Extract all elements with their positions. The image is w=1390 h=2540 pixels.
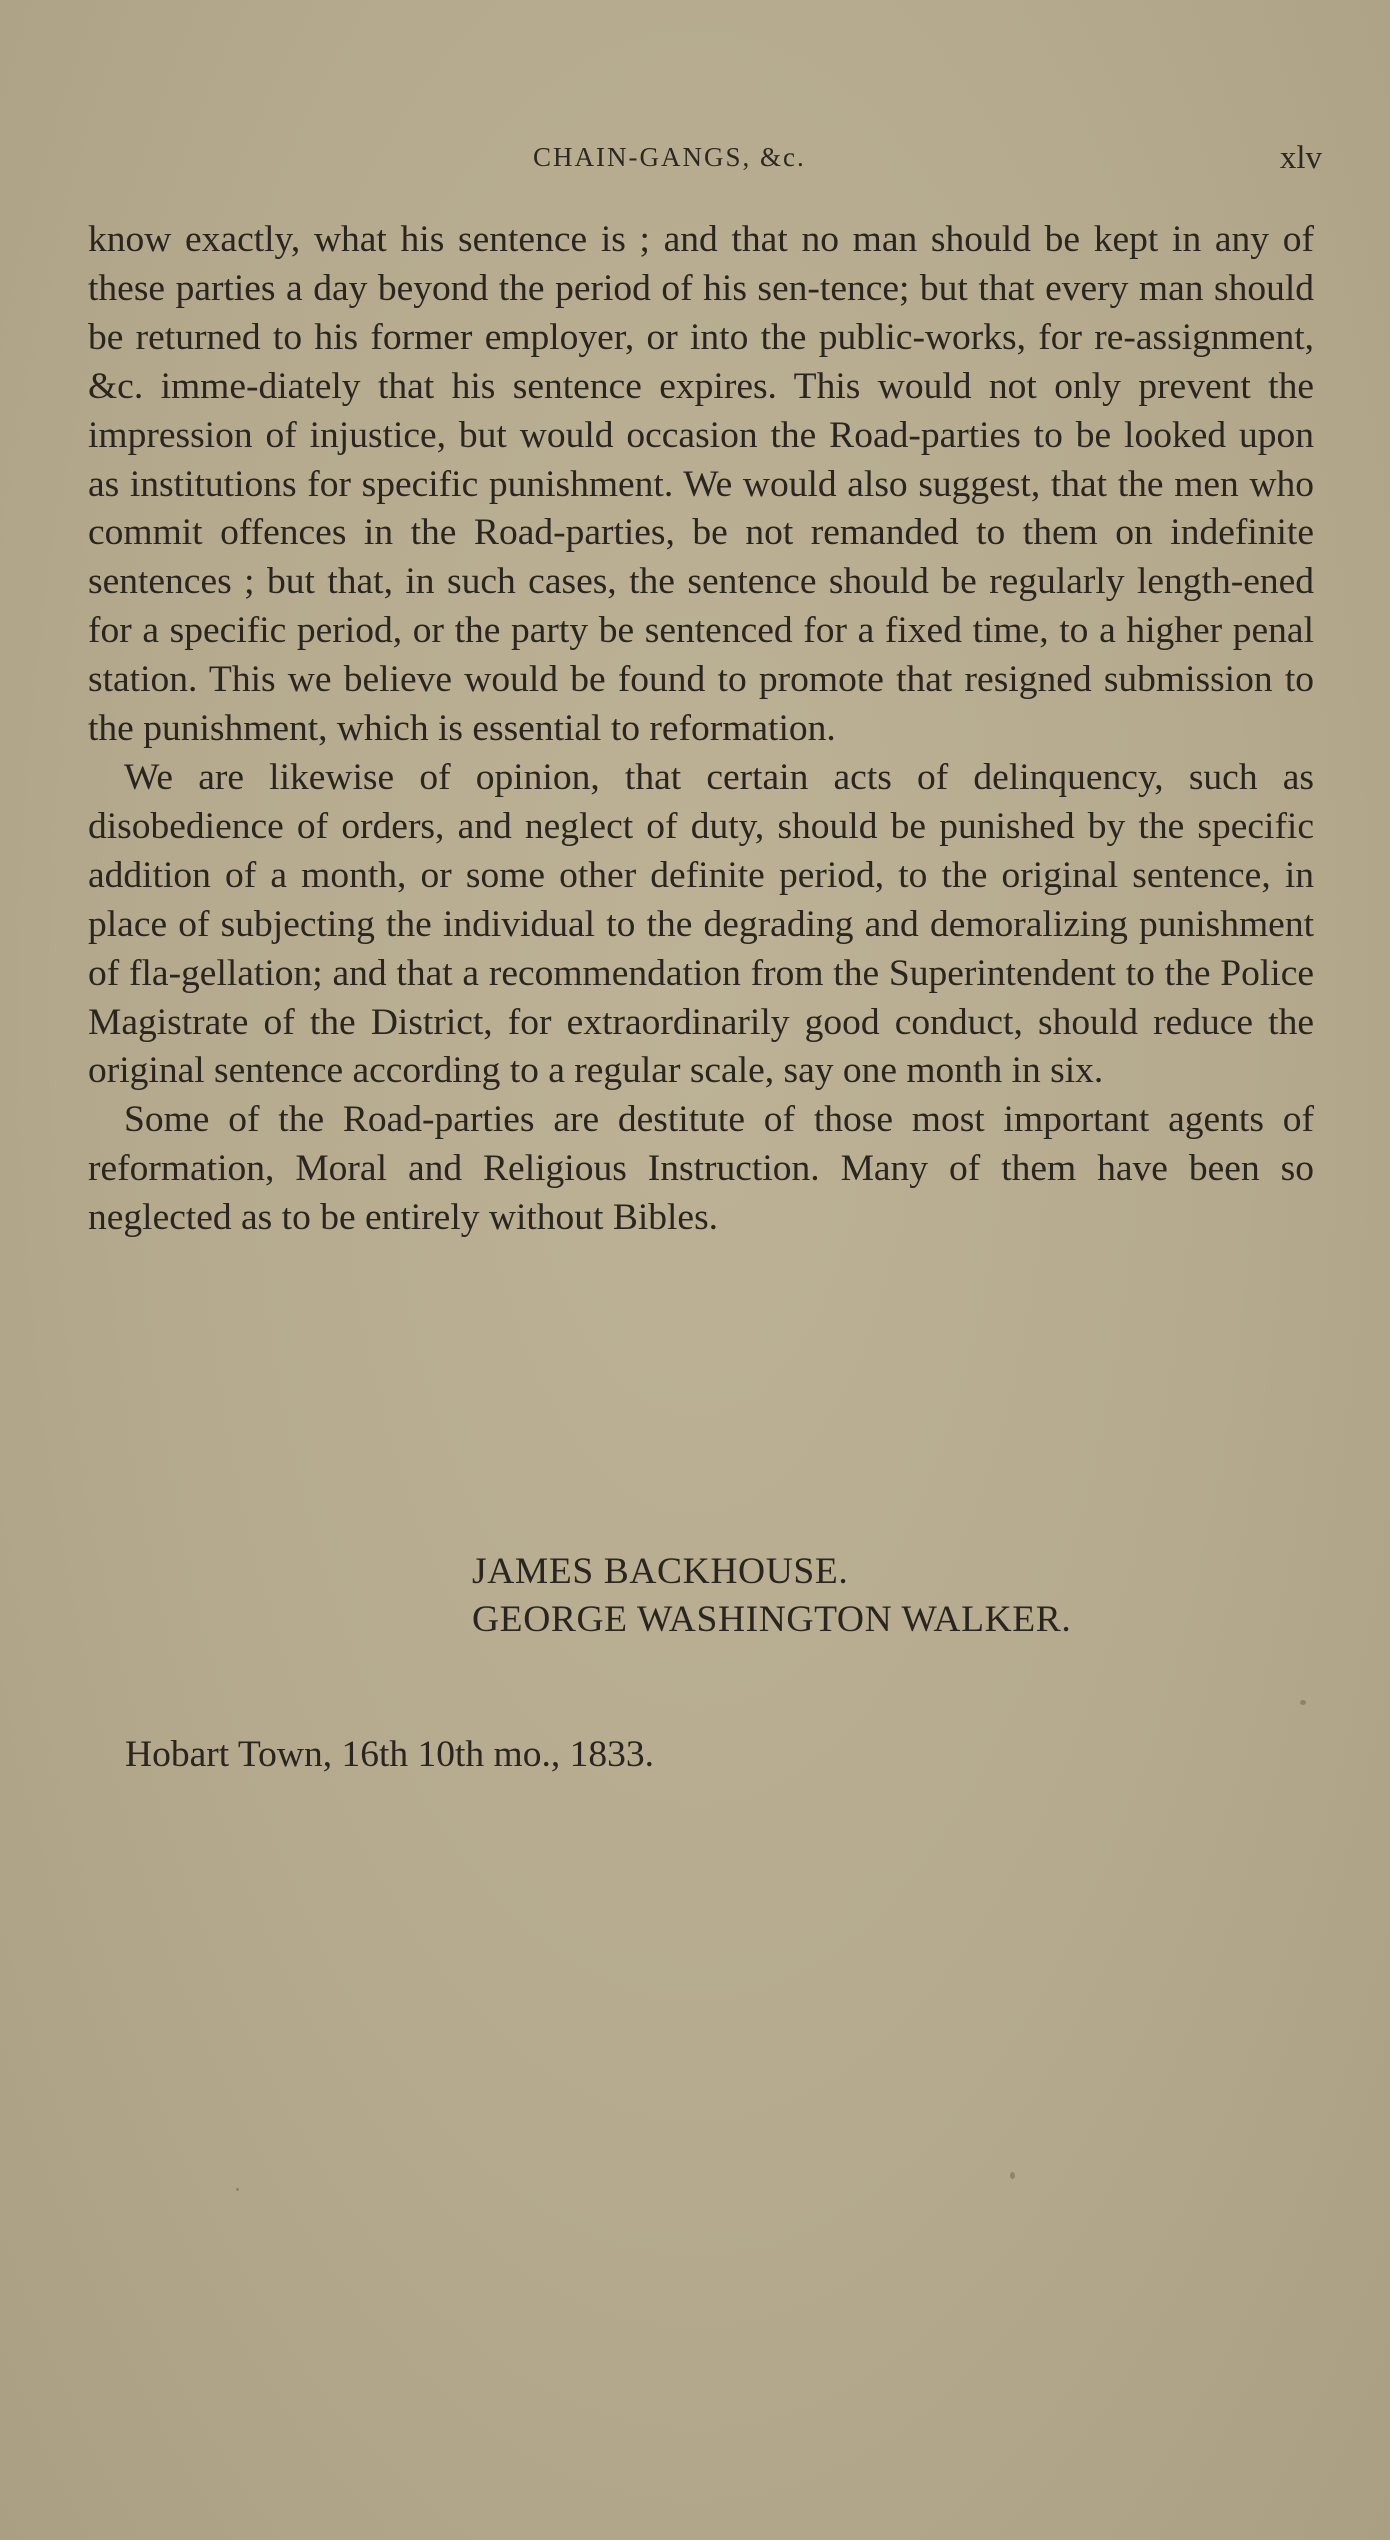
paper-speck — [236, 2188, 239, 2191]
paragraph-1: know exactly, what his sentence is ; and that no man should be kept in any of these parties a day beyond the period of his sen-tence; but that every man should be returned to his former employer, or into the public-works, for re-assignment, &c. imme-diately that his sentence expires. This would not only prevent the impression of injustice, but would occasion the Road-parties to be looked upon as institutions for specific punishment. We would also suggest, that the men who commit offences in the Road-parties, be not remanded to them on indefinite sentences ; but that, in such cases, the sentence should be regularly length-ened for a specific period, or the party be sentenced for a fixed time, to a higher penal station. This we believe would be found to promote that resigned submission to the punishment, which is essential to reformation. — [88, 219, 1314, 750]
paragraph-2: We are likewise of opinion, that certain acts of delinquency, such as disobedience of orders, and neglect of duty, should be punished by the specific addition of a month, or some other definite period, to the original sentence, in place of subjecting the individual to the degrading and demoralizing punishment of fla-gellation; and that a recommendation from the Superintendent to the Police Magistrate of the District, for extraordinarily good conduct, should reduce the original sentence according to a regular scale, say one month in six. — [88, 756, 1314, 1092]
running-title: CHAIN-GANGS, &c. — [533, 142, 806, 172]
paper-speck — [1300, 1700, 1306, 1705]
signature-1: JAMES BACKHOUSE. — [472, 1551, 849, 1592]
signature-2: GEORGE WASHINGTON WALKER. — [472, 1599, 1072, 1640]
paper-speck — [1010, 2172, 1015, 2179]
place-date: Hobart Town, 16th 10th mo., 1833. — [125, 1734, 654, 1775]
running-head — [0, 142, 1390, 182]
body-text — [88, 216, 1314, 1243]
page-number: xlv — [1279, 140, 1322, 176]
signatures — [472, 1548, 1071, 1644]
paragraph-3: Some of the Road-parties are destitute of those most important agents of reformation, Moral and Religious Instruction. Many of them have been so neglected as to be entirely without Bibles. — [88, 1099, 1314, 1239]
